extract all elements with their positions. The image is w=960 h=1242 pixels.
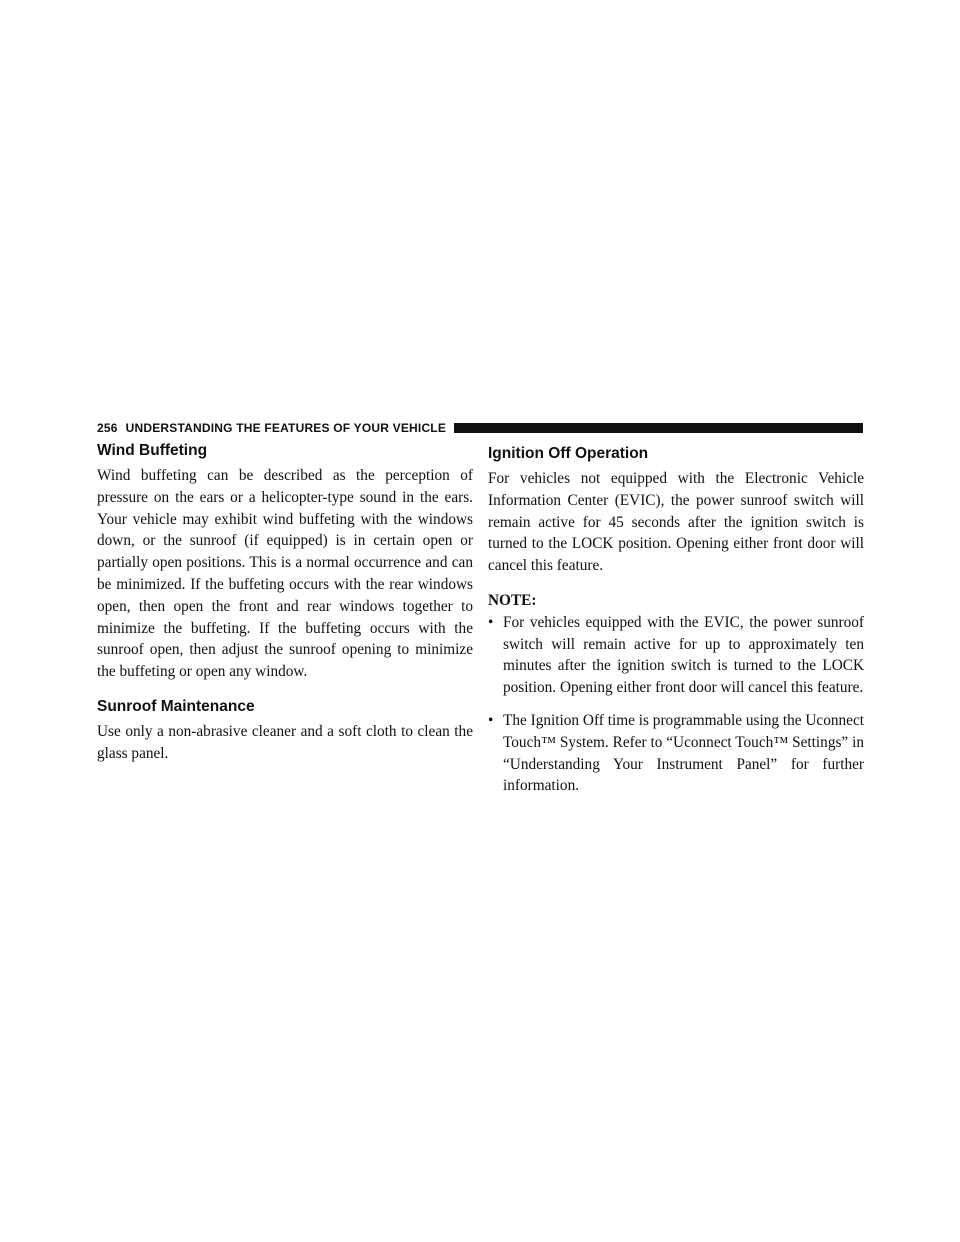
note-bullet-item xyxy=(488,612,864,699)
header-rule xyxy=(454,423,863,433)
section-spacer xyxy=(97,683,473,697)
section-body-wind-buffeting: Wind buffeting can be described as the perception of pressure on the ears or a helicopter-type sound in the ears. Your vehicle may exhibit wind buffeting with the windows down, or the sunroof (if equipped) is in certain open or partially open positions. This is a normal occurrence and can be minimized. If the buffeting occurs with the rear windows open, then open the front and rear windows together to minimize the buffeting. If the buffeting occurs with the sunroof open, then adjust the sunroof opening to minimize the buffeting or open any window. xyxy=(97,467,473,681)
right-column xyxy=(488,441,864,808)
note-bullet-item xyxy=(488,710,864,797)
left-column xyxy=(97,441,473,765)
bullet-dot-icon: • xyxy=(488,613,494,631)
note-bullet-text: The Ignition Off time is programmable using the Uconnect Touch™ System. Refer to “Uconnect Touch™ Settings” in “Understanding Your Instrument Panel” for further information. xyxy=(503,711,864,795)
section-body-ignition-off: For vehicles not equipped with the Electronic Vehicle Information Center (EVIC), the power sunroof switch will remain active for 45 seconds after the ignition switch is turned to the LOCK position. Opening either front door will cancel this feature. xyxy=(488,470,864,575)
section-body-sunroof-maintenance: Use only a non-abrasive cleaner and a soft cloth to clean the glass panel. xyxy=(97,722,473,762)
note-bullet-text: For vehicles equipped with the EVIC, the power sunroof switch will remain active for up to approximately ten minutes after the ignition switch is turned to the LOCK position. Opening either front door will cancel this feature. xyxy=(503,613,864,697)
bullet-dot-icon: • xyxy=(488,711,494,729)
note-bullet-list xyxy=(488,612,864,797)
chapter-title: UNDERSTANDING THE FEATURES OF YOUR VEHICLE xyxy=(125,421,447,435)
section-heading-ignition-off: Ignition Off Operation xyxy=(488,445,649,462)
section-heading-wind-buffeting: Wind Buffeting xyxy=(97,442,208,459)
page-number: 256 xyxy=(97,421,118,435)
note-label: NOTE: xyxy=(488,591,537,609)
page-header xyxy=(97,417,863,439)
section-heading-sunroof-maintenance: Sunroof Maintenance xyxy=(97,697,255,715)
